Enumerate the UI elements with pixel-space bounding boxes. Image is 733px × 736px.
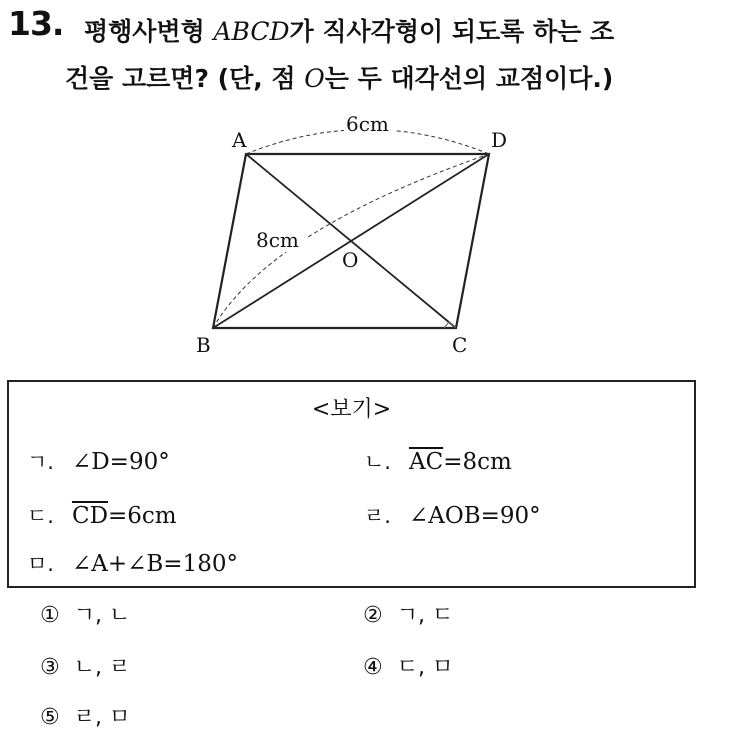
choice-text: ㄹ, ㅁ bbox=[73, 705, 131, 730]
item-text: ∠D=90° bbox=[71, 449, 170, 475]
choice-number: ④ bbox=[363, 655, 383, 680]
vertex-label-d: D bbox=[491, 128, 508, 152]
vertex-label-b: B bbox=[196, 333, 211, 357]
choice-number: ① bbox=[40, 603, 60, 628]
item-text: =6cm bbox=[108, 503, 177, 529]
choice-text: ㄱ, ㄴ bbox=[73, 603, 131, 628]
item-text: ∠A+∠B=180° bbox=[71, 551, 238, 577]
choice-number: ③ bbox=[40, 655, 60, 680]
example-item-4 bbox=[364, 500, 541, 530]
item-overline: $\overline{CD}$ bbox=[71, 503, 109, 529]
question-text-part: 가 직사각형이 되도록 하는 조 bbox=[289, 17, 615, 46]
item-key: ㄴ. bbox=[364, 450, 391, 474]
choice-3[interactable] bbox=[40, 650, 130, 681]
choice-2[interactable] bbox=[363, 598, 453, 629]
item-key: ㄹ. bbox=[364, 504, 391, 528]
example-item-5 bbox=[27, 548, 238, 578]
center-label-o: O bbox=[342, 248, 359, 272]
example-box bbox=[7, 380, 696, 588]
item-key: ㅁ. bbox=[27, 552, 54, 576]
choice-text: ㄷ, ㅁ bbox=[396, 655, 454, 680]
choice-5[interactable] bbox=[40, 700, 130, 731]
vertex-label-c: C bbox=[452, 333, 468, 357]
vertex-label-a: A bbox=[232, 128, 247, 152]
choice-number: ② bbox=[363, 603, 383, 628]
choice-text: ㄴ, ㄹ bbox=[73, 655, 131, 680]
choice-number: ⑤ bbox=[40, 705, 60, 730]
choice-4[interactable] bbox=[363, 650, 453, 681]
example-item-3 bbox=[27, 500, 177, 530]
item-text: ∠AOB=90° bbox=[408, 503, 541, 529]
item-overline: $\overline{AC}$ bbox=[408, 449, 444, 475]
question-math: O bbox=[304, 64, 325, 93]
question-text-part: 건을 고르면? (단, 점 bbox=[65, 64, 305, 93]
item-key: ㄱ. bbox=[27, 450, 54, 474]
question-math: ABCD bbox=[213, 17, 290, 46]
example-item-1 bbox=[27, 446, 170, 476]
top-length-label: 6cm bbox=[346, 112, 389, 136]
diag-length-label: 8cm bbox=[256, 228, 299, 252]
question-number: 13. bbox=[8, 4, 64, 43]
example-box-title: <보기> bbox=[311, 397, 392, 422]
choice-text: ㄱ, ㄷ bbox=[396, 603, 454, 628]
example-item-2 bbox=[364, 446, 512, 476]
item-key: ㄷ. bbox=[27, 504, 54, 528]
item-text: =8cm bbox=[443, 449, 512, 475]
question-text-part: 평행사변형 bbox=[84, 17, 214, 46]
question-text-part: 는 두 대각선의 교점이다.) bbox=[324, 64, 614, 93]
choice-1[interactable] bbox=[40, 598, 130, 629]
